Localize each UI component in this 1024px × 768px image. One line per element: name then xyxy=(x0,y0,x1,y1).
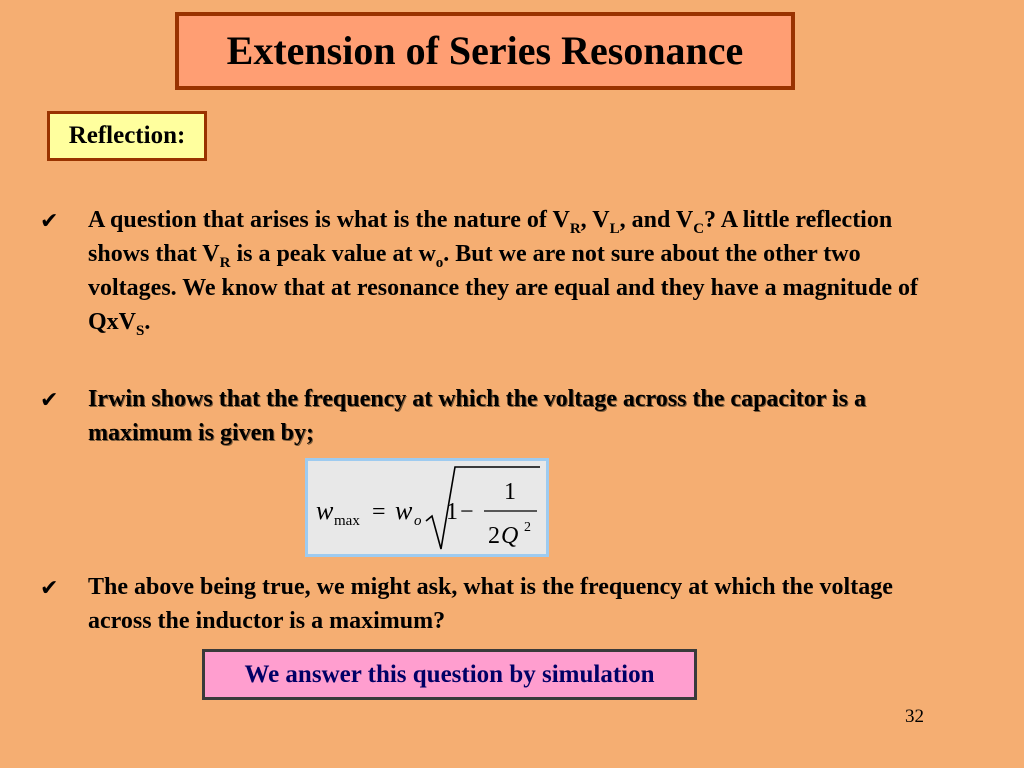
formula-lhs-var: w xyxy=(316,496,334,525)
bullet-2-text: Irwin shows that the frequency at which the voltage across the capacitor is a maximum is given by; xyxy=(88,386,866,446)
formula-box xyxy=(305,458,549,557)
title-box xyxy=(175,12,795,90)
formula-den-exp: 2 xyxy=(524,520,531,535)
formula-minus: − xyxy=(460,499,474,525)
formula-rhs-var: w xyxy=(395,496,413,525)
formula-den-var: Q xyxy=(501,523,519,549)
bullet-1 xyxy=(40,203,940,339)
sqrt-sign xyxy=(426,467,540,549)
checkmark-icon: ✔ xyxy=(40,209,59,234)
formula-rhs-sub: o xyxy=(414,513,422,529)
formula-svg xyxy=(308,461,546,554)
reflection-label: Reflection: xyxy=(47,111,207,161)
slide-title: Extension of Series Resonance xyxy=(226,28,744,73)
page-number: 32 xyxy=(905,706,924,727)
formula-numerator: 1 xyxy=(504,479,516,505)
bullet-3 xyxy=(40,570,940,638)
answer-box: We answer this question by simulation xyxy=(202,649,697,700)
bullet-2 xyxy=(40,382,940,450)
formula-lhs-sub: max xyxy=(334,513,360,529)
formula-one: 1 xyxy=(446,499,458,525)
formula-equals: = xyxy=(372,499,386,525)
bullet-3-text: The above being true, we might ask, what is the frequency at which the voltage across the inductor is a maximum? xyxy=(88,574,893,634)
formula-den-coef: 2 xyxy=(488,523,500,549)
checkmark-icon: ✔ xyxy=(40,576,59,601)
bullet-1-text: A question that arises is what is the nature of $V_R$, $V_L$, and $V_C$? A little reflection shows that $V_R$ is a peak value at $w_o$. But we are not sure about the other two voltages. We know that at resonance they are equal and they have a magnitude of QxV$_S$. xyxy=(88,207,919,339)
checkmark-icon: ✔ xyxy=(40,388,59,413)
